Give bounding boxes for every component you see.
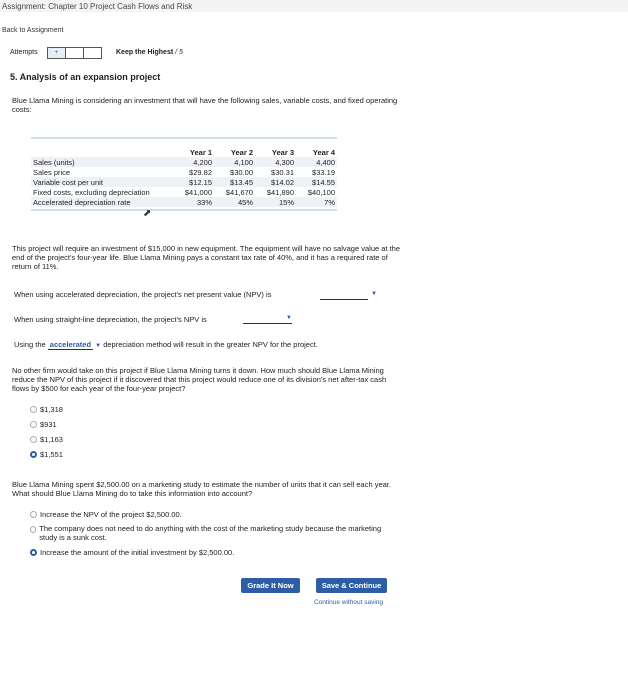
table-cell: 15%: [255, 197, 296, 207]
npv-accelerated-dropdown[interactable]: [320, 299, 368, 300]
radio-icon[interactable]: [30, 406, 37, 413]
table-header-year1: Year 1: [189, 147, 212, 157]
using-method-sentence: [14, 340, 318, 351]
table-cell: $40,100: [307, 187, 335, 197]
table-bottom-rule: [31, 209, 337, 211]
table-cell: $41,670: [225, 187, 253, 197]
option-1163[interactable]: [30, 435, 63, 444]
radio-icon[interactable]: [30, 526, 36, 533]
table-cell: 7%: [296, 197, 337, 207]
table-cell: 4,400: [296, 157, 337, 167]
option-label: $1,551: [40, 450, 63, 459]
table-cell: 4,300: [255, 157, 296, 167]
table-cell: $14.55: [296, 177, 337, 187]
table-row: [31, 157, 337, 167]
back-to-assignment-link[interactable]: Back to Assignment: [2, 27, 64, 34]
npv-straight-prompt: When using straight-line depreciation, the project's NPV is: [14, 315, 207, 324]
chevron-down-icon[interactable]: ▼: [95, 343, 102, 349]
table-header-year2: Year 2: [230, 147, 253, 157]
chevron-down-icon[interactable]: ▼: [371, 291, 377, 297]
page-title: Assignment: Chapter 10 Project Cash Flows and Risk: [2, 2, 193, 11]
option-label: $1,163: [40, 435, 63, 444]
option-label: The company does not need to do anything with the cost of the marketing study because the marketing study is a sunk cost.: [39, 524, 382, 542]
attempt-box-2: [65, 47, 84, 59]
option-label: Increase the amount of the initial investment by $2,500.00.: [40, 548, 235, 557]
npv-accelerated-prompt: When using accelerated depreciation, the project's net present value (NPV) is: [14, 290, 272, 299]
attempt-box-3: [83, 47, 102, 59]
option-label: Increase the NPV of the project $2,500.00.: [40, 510, 182, 519]
radio-icon[interactable]: [30, 511, 37, 518]
table-row: [31, 167, 337, 177]
option-increase-investment[interactable]: [30, 548, 234, 557]
table-cell: $29.82: [189, 167, 212, 177]
radio-selected-icon[interactable]: [30, 549, 37, 556]
keep-highest-label: Keep the Highest: [116, 49, 174, 56]
attempt-box-1: +: [47, 47, 66, 59]
grade-it-now-button[interactable]: Grade It Now: [241, 578, 300, 593]
project-description: This project will require an investment of $15,000 in new equipment. The equipment will have no salvage value at the end of the project's four-year life. Blue Llama Mining pays a constant tax rate of 40%, and it has a required rate of return of 11%.: [12, 244, 401, 271]
data-table: [31, 137, 337, 211]
option-1318[interactable]: [30, 405, 63, 414]
attempt-boxes: [47, 47, 101, 59]
continue-without-saving-link[interactable]: Continue without saving: [314, 599, 384, 606]
question-title: 5. Analysis of an expansion project: [10, 72, 161, 82]
table-top-rule: [31, 137, 337, 139]
npv-straight-dropdown[interactable]: [243, 323, 292, 324]
depreciation-method-dropdown[interactable]: accelerated: [49, 340, 92, 349]
table-cell: 4,200: [173, 157, 214, 167]
using-prefix: Using the: [14, 340, 46, 349]
radio-icon[interactable]: [30, 436, 37, 443]
row-label: Fixed costs, excluding depreciation: [33, 187, 150, 197]
option-label: $931: [40, 420, 57, 429]
cannibalization-question: No other firm would take on this project if Blue Llama Mining turns it down. How much should Blue Llama Mining reduce the NPV of this project if it discovered that this project would reduce one of its division's net after-tax cash flows by $500 for each year of the four-year project?: [12, 366, 387, 393]
table-cell: $12.15: [173, 177, 214, 187]
row-label: Variable cost per unit: [31, 177, 173, 187]
option-increase-npv[interactable]: [30, 510, 182, 519]
attempts-label: Attempts: [10, 49, 38, 56]
table-cell: 4,100: [214, 157, 255, 167]
table-cell: $14.02: [255, 177, 296, 187]
row-label: Sales price: [33, 167, 71, 177]
table-header-year3: Year 3: [271, 147, 294, 157]
table-cell: $33.19: [312, 167, 335, 177]
table-row: [31, 177, 337, 187]
row-label: Accelerated depreciation rate: [31, 197, 173, 207]
using-suffix: depreciation method will result in the greater NPV for the project.: [103, 340, 318, 349]
mouse-cursor-icon: ⬈: [143, 208, 152, 219]
table-cell: $41,890: [266, 187, 294, 197]
row-label: Sales (units): [31, 157, 173, 167]
marketing-question: Blue Llama Mining spent $2,500.00 on a marketing study to estimate the number of units that it can sell each year. What should Blue Llama Mining do to take this information into account?: [12, 480, 391, 498]
save-and-continue-button[interactable]: Save & Continue: [316, 578, 387, 593]
table-header-year4: Year 4: [312, 147, 335, 157]
question-intro: Blue Llama Mining is considering an investment that will have the following sales, variable costs, and fixed operating costs:: [12, 96, 398, 114]
radio-selected-icon[interactable]: [30, 451, 37, 458]
radio-icon[interactable]: [30, 421, 37, 428]
table-cell: $13.45: [214, 177, 255, 187]
table-row: [31, 197, 337, 207]
chevron-down-icon[interactable]: ▼: [286, 315, 292, 321]
table-row: [31, 187, 337, 197]
table-header-blank: [31, 147, 173, 157]
table-cell: $30.00: [230, 167, 253, 177]
keep-highest-value: / 5: [175, 49, 183, 56]
table-cell: 33%: [173, 197, 214, 207]
table-cell: $30.31: [271, 167, 294, 177]
option-sunk-cost[interactable]: [30, 524, 390, 542]
option-label: $1,318: [40, 405, 63, 414]
keep-highest: [116, 49, 183, 56]
option-931[interactable]: [30, 420, 57, 429]
table-cell: 45%: [214, 197, 255, 207]
option-1551[interactable]: [30, 450, 63, 459]
table-cell: $41,000: [184, 187, 212, 197]
